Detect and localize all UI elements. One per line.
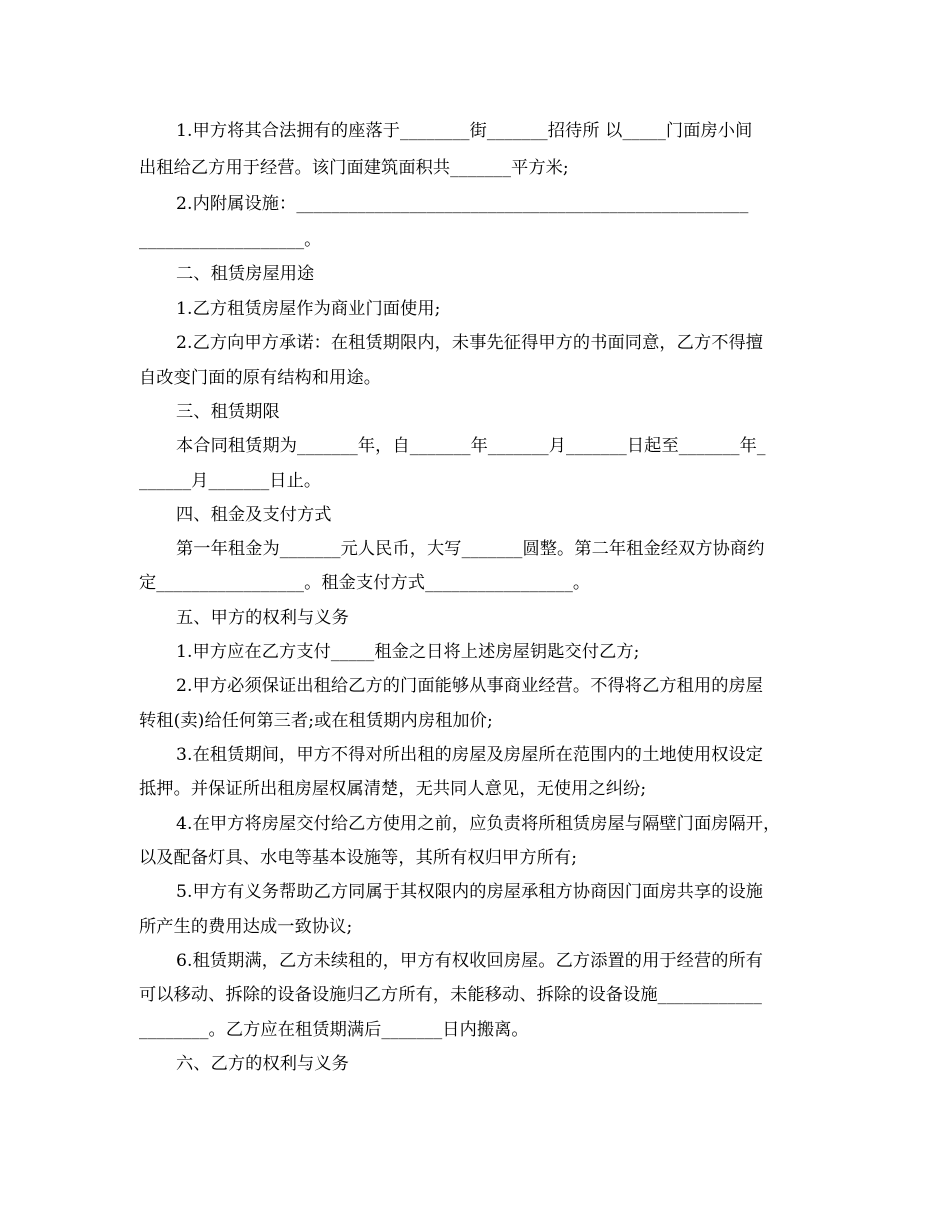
- clause-5-2-line-2: 转租(卖)给任何第三者;或在租赁期内房租加价;: [139, 711, 493, 731]
- clause-5-1: 1.甲方应在乙方支付_____租金之日将上述房屋钥匙交付乙方;: [176, 642, 640, 662]
- term-clause-line-1: 本合同租赁期为_______年，自_______年_______月_______日起至_______年_: [176, 436, 766, 456]
- clause-2-1: 1.乙方租赁房屋作为商业门面使用;: [176, 299, 441, 319]
- clause-5-3-line-2: 抵押。并保证所出租房屋权属清楚，无共同人意见，无使用之纠纷;: [139, 779, 647, 799]
- clause-5-4-line-1: 4.在甲方将房屋交付给乙方使用之前，应负责将所租赁房屋与隔壁门面房隔开，: [176, 814, 781, 834]
- clause-2-2-line-2: 自改变门面的原有结构和用途。: [139, 368, 382, 388]
- clause-5-6-line-1: 6.租赁期满，乙方未续租的，甲方有权收回房屋。乙方添置的用于经营的所有: [176, 951, 764, 971]
- clause-1-2-line-2: ___________________。: [139, 230, 322, 250]
- clause-5-6-line-3: ________。乙方应在租赁期满后_______日内搬离。: [139, 1020, 529, 1040]
- section-heading-6: 六、乙方的权利与义务: [176, 1054, 349, 1074]
- clause-5-5-line-1: 5.甲方有义务帮助乙方同属于其权限内的房屋承租方协商因门面房共享的设施: [176, 882, 764, 902]
- section-heading-4: 四、租金及支付方式: [176, 505, 332, 525]
- rent-clause-line-1: 第一年租金为_______元人民币，大写_______圆整。第二年租金经双方协商约: [176, 539, 765, 559]
- clause-5-4-line-2: 以及配备灯具、水电等基本设施等，其所有权归甲方所有;: [139, 848, 578, 868]
- clause-1-2-line-1: 2.内附属设施：____________________________________________________: [176, 194, 749, 214]
- clause-1-1-line-1: 1.甲方将其合法拥有的座落于________街_______招待所 以_____门面房小间: [176, 121, 753, 141]
- rent-clause-line-2: 定_________________。租金支付方式_________________。: [139, 573, 591, 593]
- clause-1-1-line-2: 出租给乙方用于经营。该门面建筑面积共_______平方米;: [139, 158, 569, 178]
- clause-2-2-line-1: 2.乙方向甲方承诺：在租赁期限内，未事先征得甲方的书面同意，乙方不得擅: [176, 333, 764, 353]
- section-heading-3: 三、租赁期限: [176, 402, 280, 422]
- clause-5-3-line-1: 3.在租赁期间，甲方不得对所出租的房屋及房屋所在范围内的土地使用权设定: [176, 745, 764, 765]
- section-heading-5: 五、甲方的权利与义务: [176, 608, 349, 628]
- clause-5-5-line-2: 所产生的费用达成一致协议;: [139, 917, 353, 937]
- section-heading-2: 二、租赁房屋用途: [176, 264, 315, 284]
- term-clause-line-2: ______月_______日止。: [139, 471, 322, 491]
- clause-5-6-line-2: 可以移动、拆除的设备设施归乙方所有，未能移动、拆除的设备设施____________: [139, 985, 762, 1005]
- clause-5-2-line-1: 2.甲方必须保证出租给乙方的门面能够从事商业经营。不得将乙方租用的房屋: [176, 676, 764, 696]
